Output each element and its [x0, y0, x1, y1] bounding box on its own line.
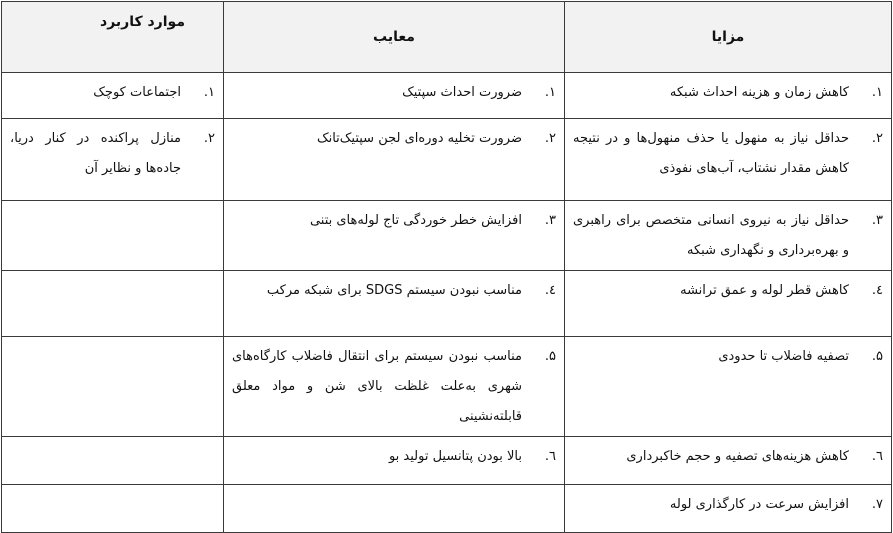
disadvantage-cell — [224, 337, 565, 437]
item-number: ۱. — [871, 85, 883, 100]
table-row — [2, 201, 892, 271]
item-number: ۳. — [871, 213, 883, 228]
application-text: منازل پراکنده در کنار دریا، جاده‌ها و نظایر آن — [10, 131, 181, 176]
advantage-cell — [565, 485, 892, 533]
item-number: ۳. — [544, 213, 556, 228]
application-cell — [2, 271, 224, 337]
application-cell — [2, 201, 224, 271]
application-cell — [2, 119, 224, 201]
item-number: ۲. — [871, 131, 883, 146]
disadvantage-cell — [224, 271, 565, 337]
advantage-cell — [565, 271, 892, 337]
item-number: ۲. — [203, 131, 215, 146]
item-number: ۱. — [544, 85, 556, 100]
table-row — [2, 437, 892, 485]
advantage-cell — [565, 119, 892, 201]
advantage-cell — [565, 201, 892, 271]
item-number: ۵. — [871, 349, 883, 364]
table-row — [2, 73, 892, 119]
table-row — [2, 271, 892, 337]
advantage-text: کاهش زمان و هزینه احداث شبکه — [669, 85, 849, 100]
advantage-text: کاهش قطر لوله و عمق ترانشه — [680, 283, 849, 298]
item-number: ۵. — [544, 349, 556, 364]
header-applications: موارد کاربرد — [2, 2, 224, 73]
header-disadvantages: معایب — [224, 2, 565, 73]
application-cell — [2, 485, 224, 533]
item-number: ٦. — [544, 449, 556, 464]
item-number: ۷. — [871, 497, 883, 512]
advantage-cell — [565, 337, 892, 437]
advantage-text: حداقل نیاز به منهول یا حذف منهول‌ها و در نتیجه کاهش مقدار نشتاب، آب‌های نفوذی — [573, 131, 849, 176]
comparison-table — [1, 1, 892, 533]
disadvantage-text: افزایش خطر خوردگی تاج لوله‌های بتنی — [309, 213, 522, 228]
header-row — [2, 2, 892, 73]
disadvantage-cell — [224, 73, 565, 119]
disadvantage-text: ضرورت تخلیه دوره‌ای لجن سپتیک‌تانک — [316, 131, 522, 146]
application-cell — [2, 73, 224, 119]
application-text: اجتماعات کوچک — [93, 85, 181, 100]
disadvantage-cell — [224, 485, 565, 533]
advantage-text: کاهش هزینه‌های تصفیه و حجم خاکبرداری — [626, 449, 849, 464]
advantage-text: افزایش سرعت در کارگذاری لوله — [669, 497, 849, 512]
disadvantage-cell — [224, 201, 565, 271]
table-row — [2, 337, 892, 437]
disadvantage-text: ضرورت احداث سپتیک — [402, 85, 522, 100]
disadvantage-text: مناسب نبودن سیستم برای انتقال فاضلاب کارگاه‌های شهری به‌علت غلظت بالای شن و مواد معلق قابلته‌نشینی — [232, 349, 522, 424]
disadvantage-text: بالا بودن پتانسیل تولید بو — [388, 449, 522, 464]
table-row — [2, 485, 892, 533]
advantage-text: حداقل نیاز به نیروی انسانی متخصص برای راهبری و بهره‌برداری و نگهداری شبکه — [573, 213, 849, 258]
item-number: ۲. — [544, 131, 556, 146]
disadvantage-cell — [224, 119, 565, 201]
item-number: ۱. — [203, 85, 215, 100]
item-number: ٤. — [544, 283, 556, 298]
disadvantage-text: مناسب نبودن سیستم SDGS برای شبکه مرکب — [266, 283, 522, 298]
item-number: ٦. — [871, 449, 883, 464]
table-row — [2, 119, 892, 201]
item-number: ٤. — [871, 283, 883, 298]
advantage-cell — [565, 437, 892, 485]
advantage-cell — [565, 73, 892, 119]
advantage-text: تصفیه فاضلاب تا حدودی — [718, 349, 849, 364]
disadvantage-cell — [224, 437, 565, 485]
header-advantages: مزایا — [565, 2, 892, 73]
application-cell — [2, 437, 224, 485]
application-cell — [2, 337, 224, 437]
